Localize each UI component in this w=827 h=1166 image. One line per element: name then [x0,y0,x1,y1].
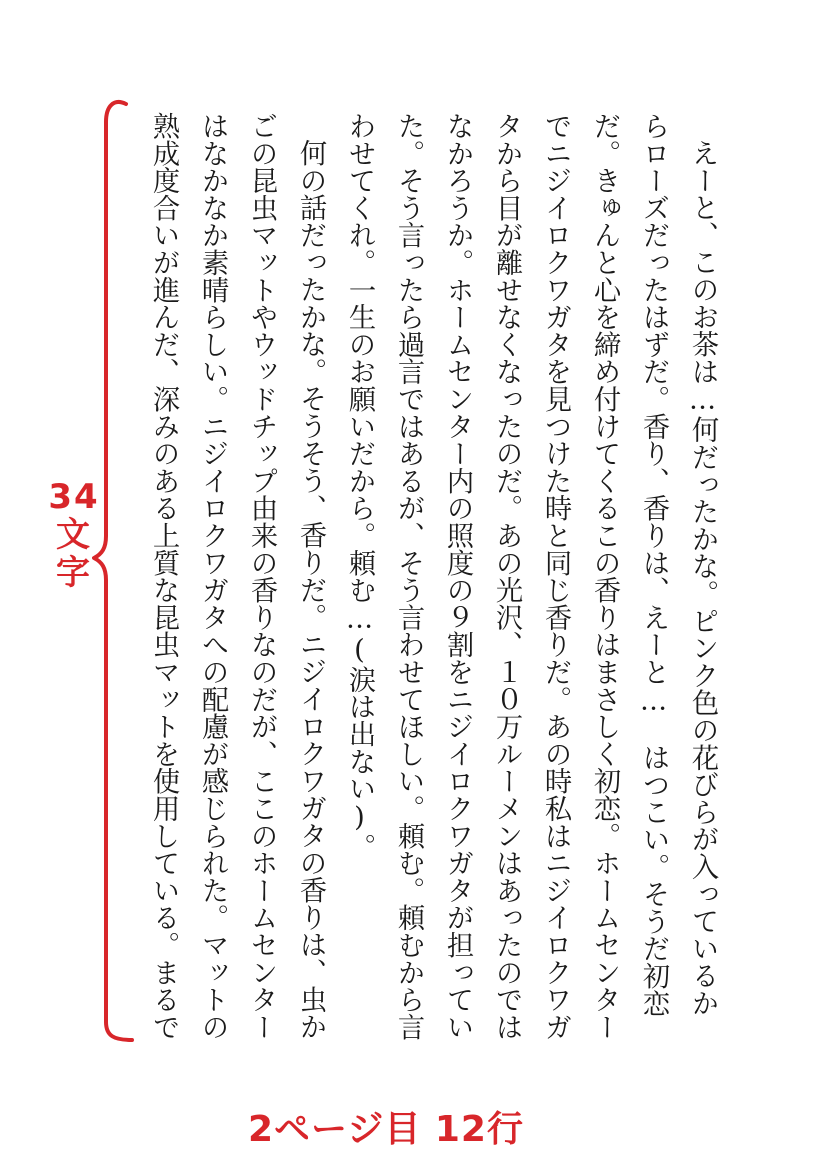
paragraph-2: 何の話だったかな。そうそう、香りだ。ニジイロクワガタの香りは、虫かごの昆虫マットやウッドチップ由来の香りなのだが、ここのホームセンターはなかなか素晴らしい。ニジイロクワガタへの配慮が感じられた。マットの熟成度合いが進んだ、深みのある上質な昆虫マットを使用している。まるで [148,112,326,1041]
vertical-text-block [137,112,727,1042]
page-lines-annotation: 2ページ目 12行 [248,1109,524,1150]
paragraph-1: えーと、このお茶は…何だったかな。ピンク色の花びらが入っているからローズだったはずだ。香り、香りは、えーと… はつこい。そうだ初恋だ。きゅんと心を締め付けてくるこの香りはまさしく初恋。ホームセンターでニジイロクワガタを見つけた時と同じ香りだ。あの時私はニジイロクワガタから目が離せなくなったのだ。あの光沢、１０万ルーメンはあったのではなかろうか。ホームセンター内の照度の９割をニジイロクワガタが担っていた。そう言ったら過言ではあるが、そう言わせてほしい。頼む。頼むから言わせてくれ。一生のお願いだから。頼む…(涙は出ない)。 [344,112,718,1041]
char-count-annotation: 34 文字 [48,477,100,593]
